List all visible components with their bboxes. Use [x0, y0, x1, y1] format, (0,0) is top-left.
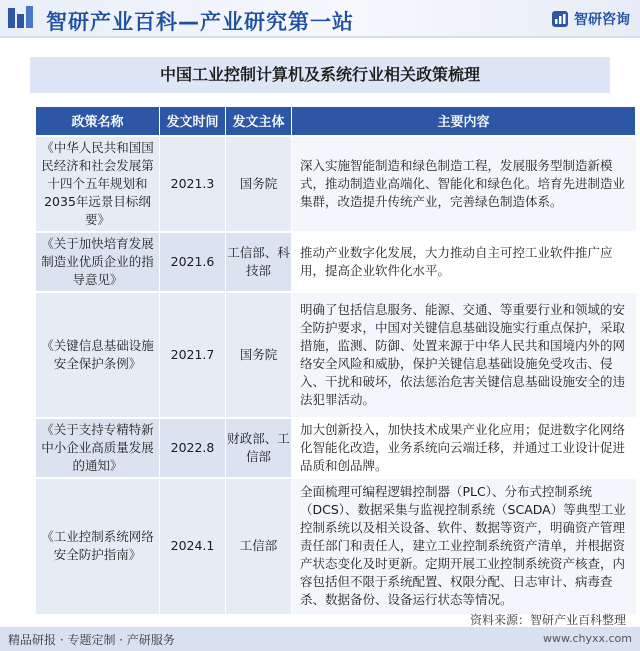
- policy-content: 全面梳理可编程逻辑控制器（PLC）、分布式控制系统（DCS）、数据采集与监视控制系统（SCADA）等典型工业控制系统以及相关设备、软件、数据等资产，明确资产管理责任部门和责任人，建立工业控制系统资产清单，并根据资产状态变化及时更新。定期开展工业控制系统资产核查，内容包括但不限于系统配置、权限分配、日志审计、病毒查杀、数据备份、设备运行状态等情况。: [292, 478, 636, 614]
- policy-content: 推动产业数字化发展，大力推动自主可控工业软件推广应用，提高企业软件化水平。: [292, 232, 636, 292]
- policy-name: 《关键信息基础设施安全保护条例》: [36, 292, 160, 418]
- policy-issuer: 国务院: [226, 136, 292, 232]
- source-note: 资料来源：智研产业百科整理: [469, 613, 626, 627]
- column-header-issuer: 发文主体: [226, 107, 292, 136]
- policy-name: 《工业控制系统网络安全防护指南》: [36, 478, 160, 614]
- table-row: [36, 136, 636, 232]
- column-header-policy-name: 政策名称: [36, 107, 160, 136]
- column-header-date: 发文时间: [160, 107, 226, 136]
- policy-content: 深入实施智能制造和绿色制造工程，发展服务型制造新模式，推动制造业高端化、智能化和绿色化。培育先进制造业集群，改造提升传统产业，完善绿色制造体系。: [292, 136, 636, 232]
- page-footer: [0, 627, 640, 651]
- footer-url[interactable]: www.chyxx.com: [542, 632, 632, 645]
- policy-table: [35, 106, 636, 614]
- brand-logo-icon: [551, 10, 569, 28]
- footer-tagline: 精品研报 · 专题定制 · 产研服务: [8, 633, 175, 647]
- policy-name: 《关于加快培育发展制造业优质企业的指导意见》: [36, 232, 160, 292]
- table-row: [36, 292, 636, 418]
- policy-date: 2022.8: [160, 418, 226, 478]
- policy-issuer: 工信部: [226, 478, 292, 614]
- policy-name: 《关于支持专精特新中小企业高质量发展的通知》: [36, 418, 160, 478]
- logo-icon: [8, 6, 38, 30]
- brand-name: 智研咨询: [574, 12, 630, 28]
- table-row: [36, 478, 636, 614]
- policy-date: 2021.7: [160, 292, 226, 418]
- policy-content: 明确了包括信息服务、能源、交通、等重要行业和领域的安全防护要求，中国对关键信息基础设施实行重点保护，采取措施，监测、防御、处置来源于中华人民共和国境内外的网络安全风险和威胁，保护关键信息基础设施免受攻击、侵入、干扰和破坏，依法惩治危害关键信息基础设施安全的违法犯罪活动。: [292, 292, 636, 418]
- site-header: [0, 0, 640, 38]
- policy-date: 2024.1: [160, 478, 226, 614]
- policy-date: 2021.6: [160, 232, 226, 292]
- site-title: 智研产业百科—产业研究第一站: [46, 10, 354, 34]
- table-row: [36, 418, 636, 478]
- table-header-row: [36, 107, 636, 136]
- page-title: 中国工业控制计算机及系统行业相关政策梳理: [159, 65, 480, 84]
- policy-content: 加大创新投入，加快技术成果产业化应用；促进数字化网络化智能化改造，业务系统向云端迁移，并通过工业设计促进品质和创品牌。: [292, 418, 636, 478]
- brand: [551, 9, 630, 29]
- policy-issuer: 国务院: [226, 292, 292, 418]
- table-row: [36, 232, 636, 292]
- policy-issuer: 财政部、工信部: [226, 418, 292, 478]
- column-header-content: 主要内容: [292, 107, 636, 136]
- page-title-band: [30, 57, 610, 93]
- policy-issuer: 工信部、科技部: [226, 232, 292, 292]
- policy-name: 《中华人民共和国国民经济和社会发展第十四个五年规划和2035年远景目标纲要》: [36, 136, 160, 232]
- policy-date: 2021.3: [160, 136, 226, 232]
